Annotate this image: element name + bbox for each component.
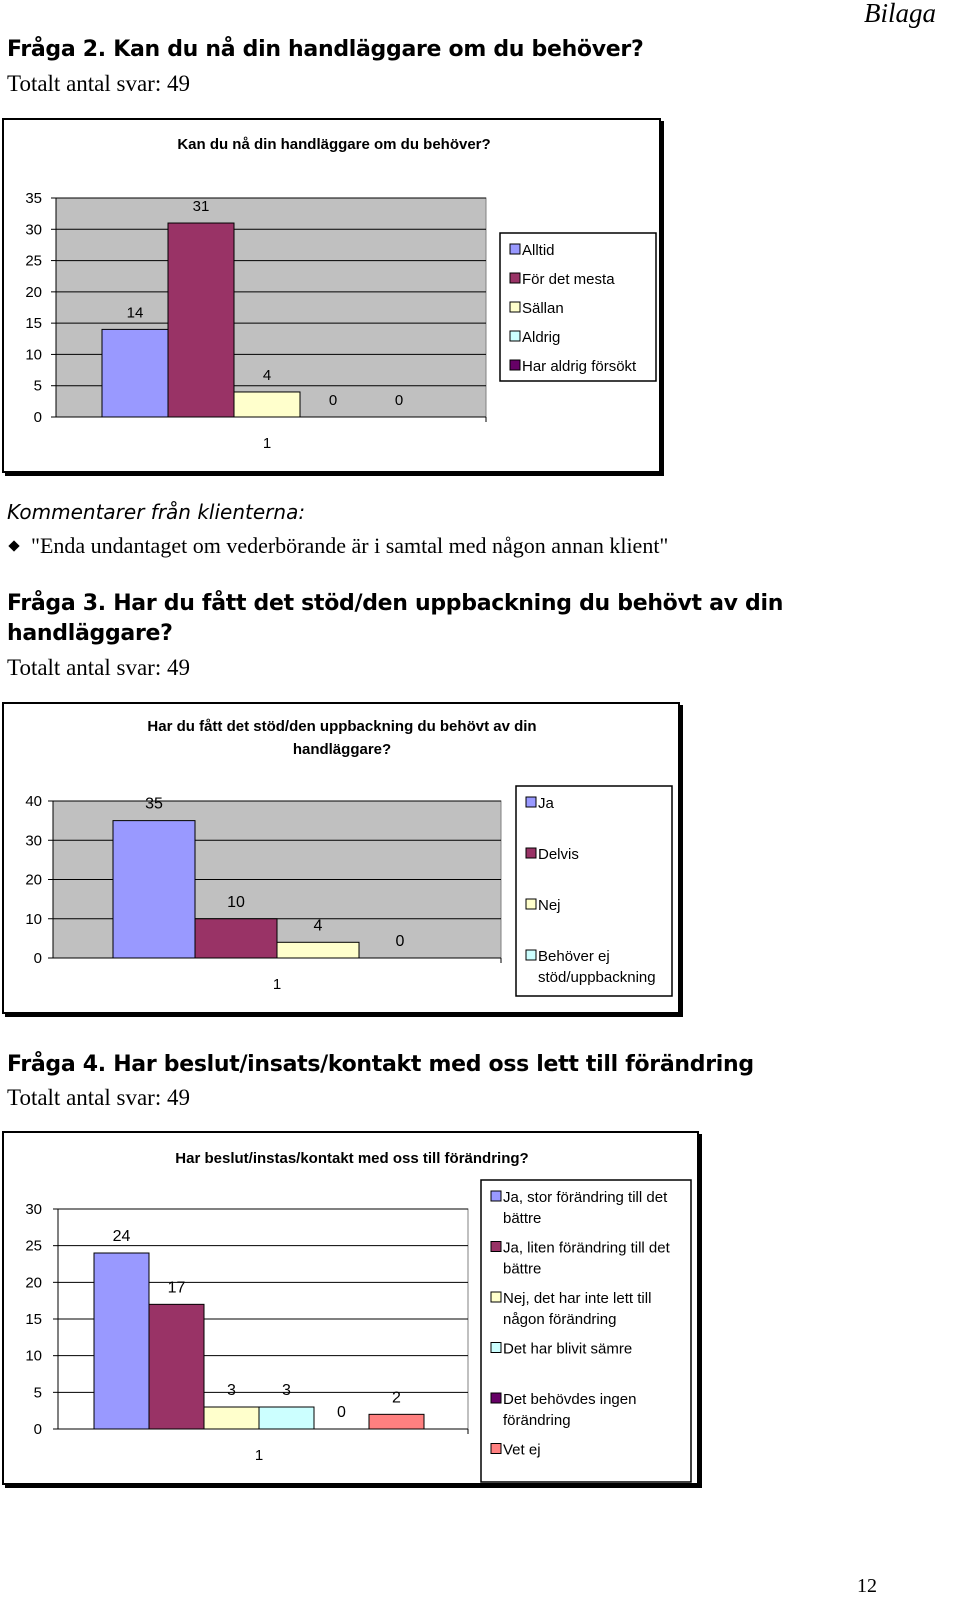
bar bbox=[113, 821, 195, 958]
comment-list-item bbox=[10, 533, 668, 559]
legend-label: Nej, det har inte lett till någon förändring bbox=[503, 1290, 652, 1328]
bar bbox=[168, 223, 234, 417]
y-tick-label: 10 bbox=[25, 1347, 42, 1365]
legend-swatch bbox=[491, 1191, 501, 1201]
comment-text: "Enda undantaget om vederbörande är i samtal med någon annan klient" bbox=[31, 533, 669, 558]
bar bbox=[102, 329, 168, 417]
category-label: 1 bbox=[262, 435, 272, 452]
legend-swatch bbox=[491, 1343, 501, 1353]
bar-value-label: 10 bbox=[227, 893, 245, 911]
legend-label: Har aldrig försökt bbox=[522, 358, 637, 375]
bar bbox=[259, 1407, 314, 1429]
legend-label: Alltid bbox=[522, 242, 555, 259]
legend-swatch bbox=[491, 1393, 501, 1403]
y-tick-label: 20 bbox=[25, 283, 42, 301]
bar bbox=[195, 919, 277, 958]
category-label: 1 bbox=[272, 976, 282, 993]
y-tick-label: 35 bbox=[25, 190, 42, 207]
chart-q2-frame bbox=[2, 118, 661, 473]
legend-label: Nej bbox=[538, 897, 561, 914]
y-tick-label: 30 bbox=[25, 832, 42, 850]
y-tick-label: 25 bbox=[25, 1237, 42, 1255]
legend-label: Behöver ej stöd/uppbackning bbox=[538, 948, 656, 986]
legend-label: Vet ej bbox=[503, 1441, 541, 1459]
chart-q2 bbox=[4, 120, 659, 471]
legend-label: Delvis bbox=[538, 846, 579, 863]
bar-value-label: 0 bbox=[337, 1404, 346, 1421]
legend-swatch bbox=[510, 273, 520, 283]
y-tick-label: 0 bbox=[33, 950, 42, 967]
q2-heading: Fråga 2. Kan du nå din handläggare om du behöver? bbox=[7, 37, 644, 62]
bar-value-label: 31 bbox=[192, 198, 210, 216]
legend-swatch bbox=[526, 797, 536, 807]
legend-swatch bbox=[510, 360, 520, 370]
legend-swatch bbox=[526, 848, 536, 858]
y-tick-label: 30 bbox=[25, 221, 42, 239]
chart-q4 bbox=[4, 1133, 697, 1483]
legend-swatch bbox=[491, 1292, 501, 1302]
bar bbox=[94, 1253, 149, 1429]
bar bbox=[234, 392, 300, 417]
legend-label: Ja, stor förändring till det bättre bbox=[503, 1189, 668, 1227]
legend-label: För det mesta bbox=[522, 271, 615, 288]
bar-value-label: 4 bbox=[313, 917, 323, 935]
bar bbox=[204, 1407, 259, 1429]
chart-q3 bbox=[4, 704, 678, 1012]
category-label: 1 bbox=[254, 1447, 264, 1464]
legend-swatch bbox=[510, 331, 520, 341]
q4-total: Totalt antal svar: 49 bbox=[7, 1085, 190, 1110]
legend-label: Det har blivit sämre bbox=[503, 1340, 633, 1358]
chart-q4-frame bbox=[2, 1131, 699, 1485]
legend-swatch bbox=[510, 302, 520, 312]
chart-title: Har du fått det stöd/den uppbackning du behövt av din handläggare? bbox=[147, 718, 537, 758]
y-tick-label: 5 bbox=[33, 1384, 42, 1402]
chart-q3-frame bbox=[2, 702, 680, 1014]
bar-value-label: 4 bbox=[262, 366, 272, 384]
bar-value-label: 0 bbox=[328, 392, 338, 409]
bar-value-label: 3 bbox=[282, 1382, 291, 1399]
y-tick-label: 0 bbox=[33, 1421, 42, 1438]
legend-swatch bbox=[510, 244, 520, 254]
legend-label: Ja bbox=[538, 795, 554, 812]
legend-swatch bbox=[526, 950, 536, 960]
bar-value-label: 2 bbox=[392, 1389, 401, 1407]
y-tick-label: 30 bbox=[25, 1201, 42, 1218]
legend-label: Aldrig bbox=[522, 329, 561, 346]
legend-label: Sällan bbox=[522, 300, 564, 317]
legend-label: Det behövdes ingen förändring bbox=[503, 1391, 637, 1429]
bar-value-label: 0 bbox=[395, 933, 405, 950]
y-tick-label: 10 bbox=[25, 346, 42, 364]
y-tick-label: 0 bbox=[33, 409, 42, 426]
y-tick-label: 40 bbox=[25, 793, 42, 810]
legend-label: Ja, liten förändring till det bättre bbox=[503, 1239, 670, 1278]
q4-heading: Fråga 4. Har beslut/insats/kontakt med oss lett till förändring bbox=[7, 1052, 754, 1077]
y-tick-label: 15 bbox=[25, 1311, 42, 1328]
bar-value-label: 24 bbox=[112, 1228, 131, 1245]
q3-heading-line2: handläggare? bbox=[7, 621, 173, 646]
page-header-label: Bilaga bbox=[864, 0, 936, 28]
bar bbox=[149, 1304, 204, 1429]
y-tick-label: 25 bbox=[25, 252, 42, 270]
y-tick-label: 5 bbox=[33, 377, 42, 395]
bar bbox=[277, 942, 359, 958]
comments-heading: Kommentarer från klienterna: bbox=[7, 500, 306, 524]
legend-swatch bbox=[491, 1242, 501, 1252]
bar-value-label: 35 bbox=[145, 795, 163, 813]
page-number: 12 bbox=[857, 1575, 877, 1597]
y-tick-label: 15 bbox=[25, 315, 42, 333]
bar-value-label: 3 bbox=[227, 1382, 236, 1399]
legend-swatch bbox=[526, 899, 536, 909]
q3-heading-line1: Fråga 3. Har du fått det stöd/den uppbackning du behövt av din bbox=[7, 591, 784, 616]
bar bbox=[369, 1414, 424, 1429]
y-tick-label: 20 bbox=[25, 1274, 42, 1292]
chart-title: Har beslut/instas/kontakt med oss till förändring? bbox=[175, 1150, 529, 1167]
y-tick-label: 20 bbox=[25, 871, 42, 889]
y-tick-label: 10 bbox=[25, 910, 42, 928]
bar-value-label: 0 bbox=[394, 392, 404, 409]
legend-swatch bbox=[491, 1444, 501, 1454]
bar-value-label: 17 bbox=[167, 1279, 186, 1297]
diamond-bullet-icon bbox=[8, 540, 19, 551]
q2-total: Totalt antal svar: 49 bbox=[7, 71, 190, 96]
q3-total: Totalt antal svar: 49 bbox=[7, 655, 190, 680]
bar-value-label: 14 bbox=[126, 304, 144, 322]
chart-title: Kan du nå din handläggare om du behöver? bbox=[177, 136, 491, 153]
